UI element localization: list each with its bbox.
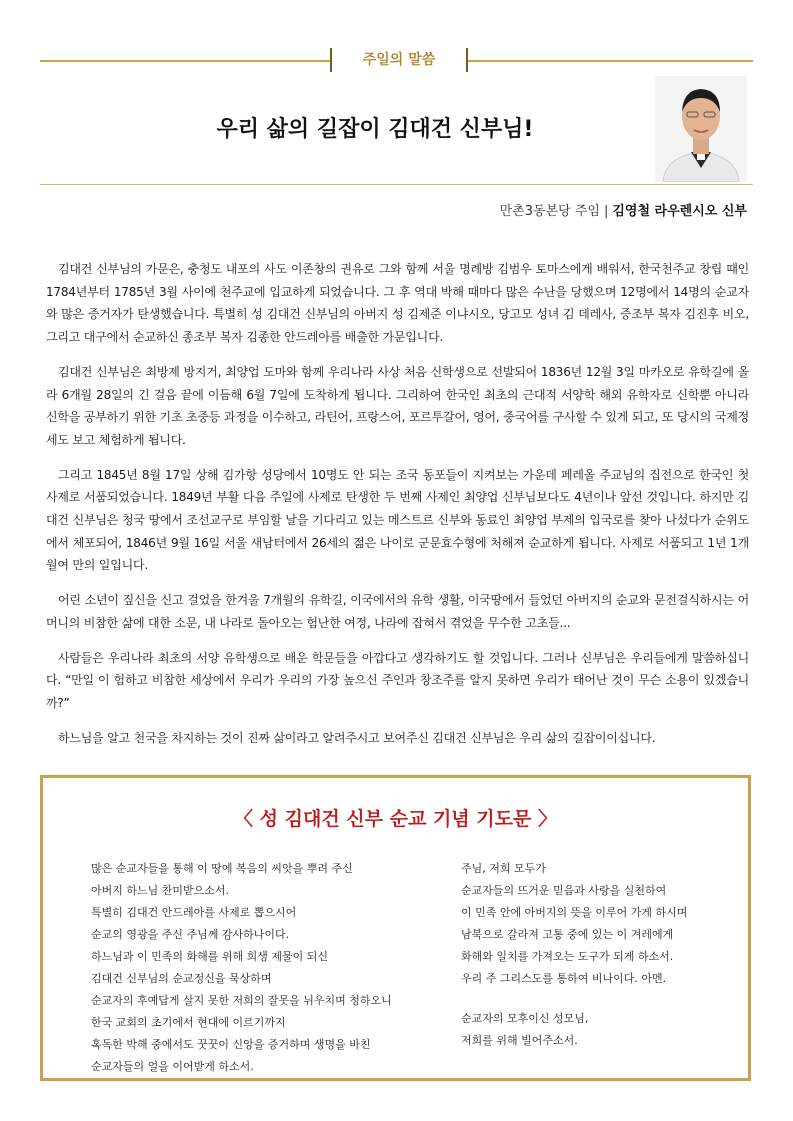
prayer-line: 이 민족 안에 아버지의 뜻을 이루어 가게 하시며 <box>461 906 688 919</box>
prayer-box <box>40 775 751 1081</box>
prayer-line: 순교자의 후예답게 살지 못한 저희의 잘못을 뉘우치며 청하오니 <box>91 994 392 1007</box>
prayer-line: 화해와 일치를 가져오는 도구가 되게 하소서. <box>461 950 674 963</box>
prayer-line: 하느님과 이 민족의 화해를 위해 희생 제물이 되신 <box>91 950 328 963</box>
prayer-closing-line: 저희를 위해 빌어주소서. <box>461 1034 578 1047</box>
byline-rule <box>40 184 753 185</box>
stanza-gap <box>461 990 731 1008</box>
byline <box>500 200 747 219</box>
prayer-left-column <box>91 858 431 1078</box>
paragraph: 그리고 1845년 8월 17일 상해 김가항 성당에서 10명도 안 되는 조국 동포들이 지켜보는 가운데 페레올 주교님의 집전으로 한국인 첫 사제로 서품되었습니다. 1849년 부활 다음 주일에 사제로 탄생한 두 번째 사제인 최양업 신부님보다도 4년이나 앞선 것입니다. 하지만 김대건 신부님은 청국 땅에서 조선교구로 부임할 날을 기다리고 있는 메스트르 신부와 동료인 최양업 부제의 입국로를 찾아 나섰다가 순위도에서 체포되어, 1846년 9월 16일 서울 새남터에서 26세의 젊은 나이로 군문효수형에 처해져 순교하게 됩니다. 사제로 서품되고 1년 1개월여 만의 일입니다. <box>46 467 749 573</box>
prayer-line: 남북으로 갈라져 고통 중에 있는 이 겨레에게 <box>461 928 674 941</box>
author-name: 김영철 라우렌시오 신부 <box>612 204 747 219</box>
prayer-line: 아버지 하느님 찬미받으소서. <box>91 884 230 897</box>
prayer-title: 〈 성 김대건 신부 순교 기념 기도문 〉 <box>234 808 557 830</box>
prayer-line: 한국 교회의 초기에서 현대에 이르기까지 <box>91 1016 286 1029</box>
prayer-line: 김대건 신부님의 순교정신을 묵상하며 <box>91 972 272 985</box>
author-portrait <box>655 76 747 182</box>
author-affiliation: 만촌3동본당 주임 <box>499 204 600 219</box>
prayer-line: 특별히 김대건 안드레아를 사제로 뽑으시어 <box>91 906 297 919</box>
prayer-line: 혹독한 박해 중에서도 꿋꿋이 신앙을 증거하며 생명을 바친 <box>91 1038 371 1051</box>
byline-separator: | <box>603 204 609 219</box>
paragraph: 어린 소년이 짚신을 신고 걸었을 한겨울 7개월의 유학길, 이국에서의 유학 생활, 이국땅에서 들었던 아버지의 순교와 문전걸식하시는 어머니의 비참한 삶에 대한 소문, 내 나라로 돌아오는 험난한 여정, 나라에 잡혀서 겪었을 무수한 고초들... <box>46 593 749 630</box>
prayer-line: 우리 주 그리스도를 통하여 비나이다. 아멘. <box>461 972 667 985</box>
prayer-line: 순교의 영광을 주신 주님께 감사하나이다. <box>91 928 290 941</box>
page-title: 우리 삶의 길잡이 김대건 신부님! <box>216 117 534 142</box>
prayer-line: 순교자들의 뜨거운 믿음과 사랑을 실천하여 <box>461 884 667 897</box>
paragraph: 김대건 신부님의 가문은, 충청도 내포의 사도 이존창의 권유로 그와 함께 서울 명례방 김범우 토마스에게 배워서, 한국천주교 창립 때인 1784년부터 1785년 3월 사이에 천주교에 입교하게 되었습니다. 그 후 역대 박해 때마다 많은 수난을 당했으며 12명에서 14명의 순교자와 많은 증거자가 탄생했습니다. 특별히 성 김대건 신부님의 아버지 성 김제준 이냐시오, 당고모 성녀 김 데레사, 증조부 복자 김진후 비오, 그리고 대구에서 순교하신 종조부 복자 김종한 안드레아를 배출한 가문입니다. <box>46 262 749 345</box>
prayer-line: 주님, 저희 모두가 <box>461 862 546 875</box>
prayer-right-column <box>461 858 731 1052</box>
prayer-line: 순교자들의 얼을 이어받게 하소서. <box>91 1060 254 1073</box>
section-label: 주일의 말씀 <box>330 48 468 72</box>
paragraph: 김대건 신부님은 최방제 방지거, 최양업 도마와 함께 우리나라 사상 처음 신학생으로 선발되어 1836년 12월 3일 마카오로 유학길에 올라 6개월 28일의 긴 걸음 끝에 이듬해 6월 7일에 도착하게 됩니다. 그리하여 한국인 최초의 근대적 서양학 해외 유학자로 신학뿐 아니라 신학을 공부하기 위한 기초 초중등 과정을 이수하고, 라틴어, 프랑스어, 포르투갈어, 영어, 중국어를 구사할 수 있게 되고, 또 당시의 국제정세도 보고 체험하게 됩니다. <box>46 364 749 447</box>
article-body <box>46 258 749 761</box>
paragraph: 사람들은 우리나라 최초의 서양 유학생으로 배운 학문들을 아깝다고 생각하기도 할 것입니다. 그러나 신부님은 우리들에게 말씀하십니다. “만일 이 험하고 비참한 세상에서 우리가 우리의 가장 높으신 주인과 창조주를 알지 못하면 우리가 태어난 것이 무슨 소용이 있겠습니까?” <box>46 650 749 710</box>
prayer-line: 많은 순교자들을 통해 이 땅에 복음의 씨앗을 뿌려 주신 <box>91 862 353 875</box>
prayer-closing-line: 순교자의 모후이신 성모님, <box>461 1012 589 1025</box>
paragraph: 하느님을 알고 천국을 차지하는 것이 진짜 삶이라고 알려주시고 보여주신 김대건 신부님은 우리 삶의 길잡이이십니다. <box>58 730 656 745</box>
